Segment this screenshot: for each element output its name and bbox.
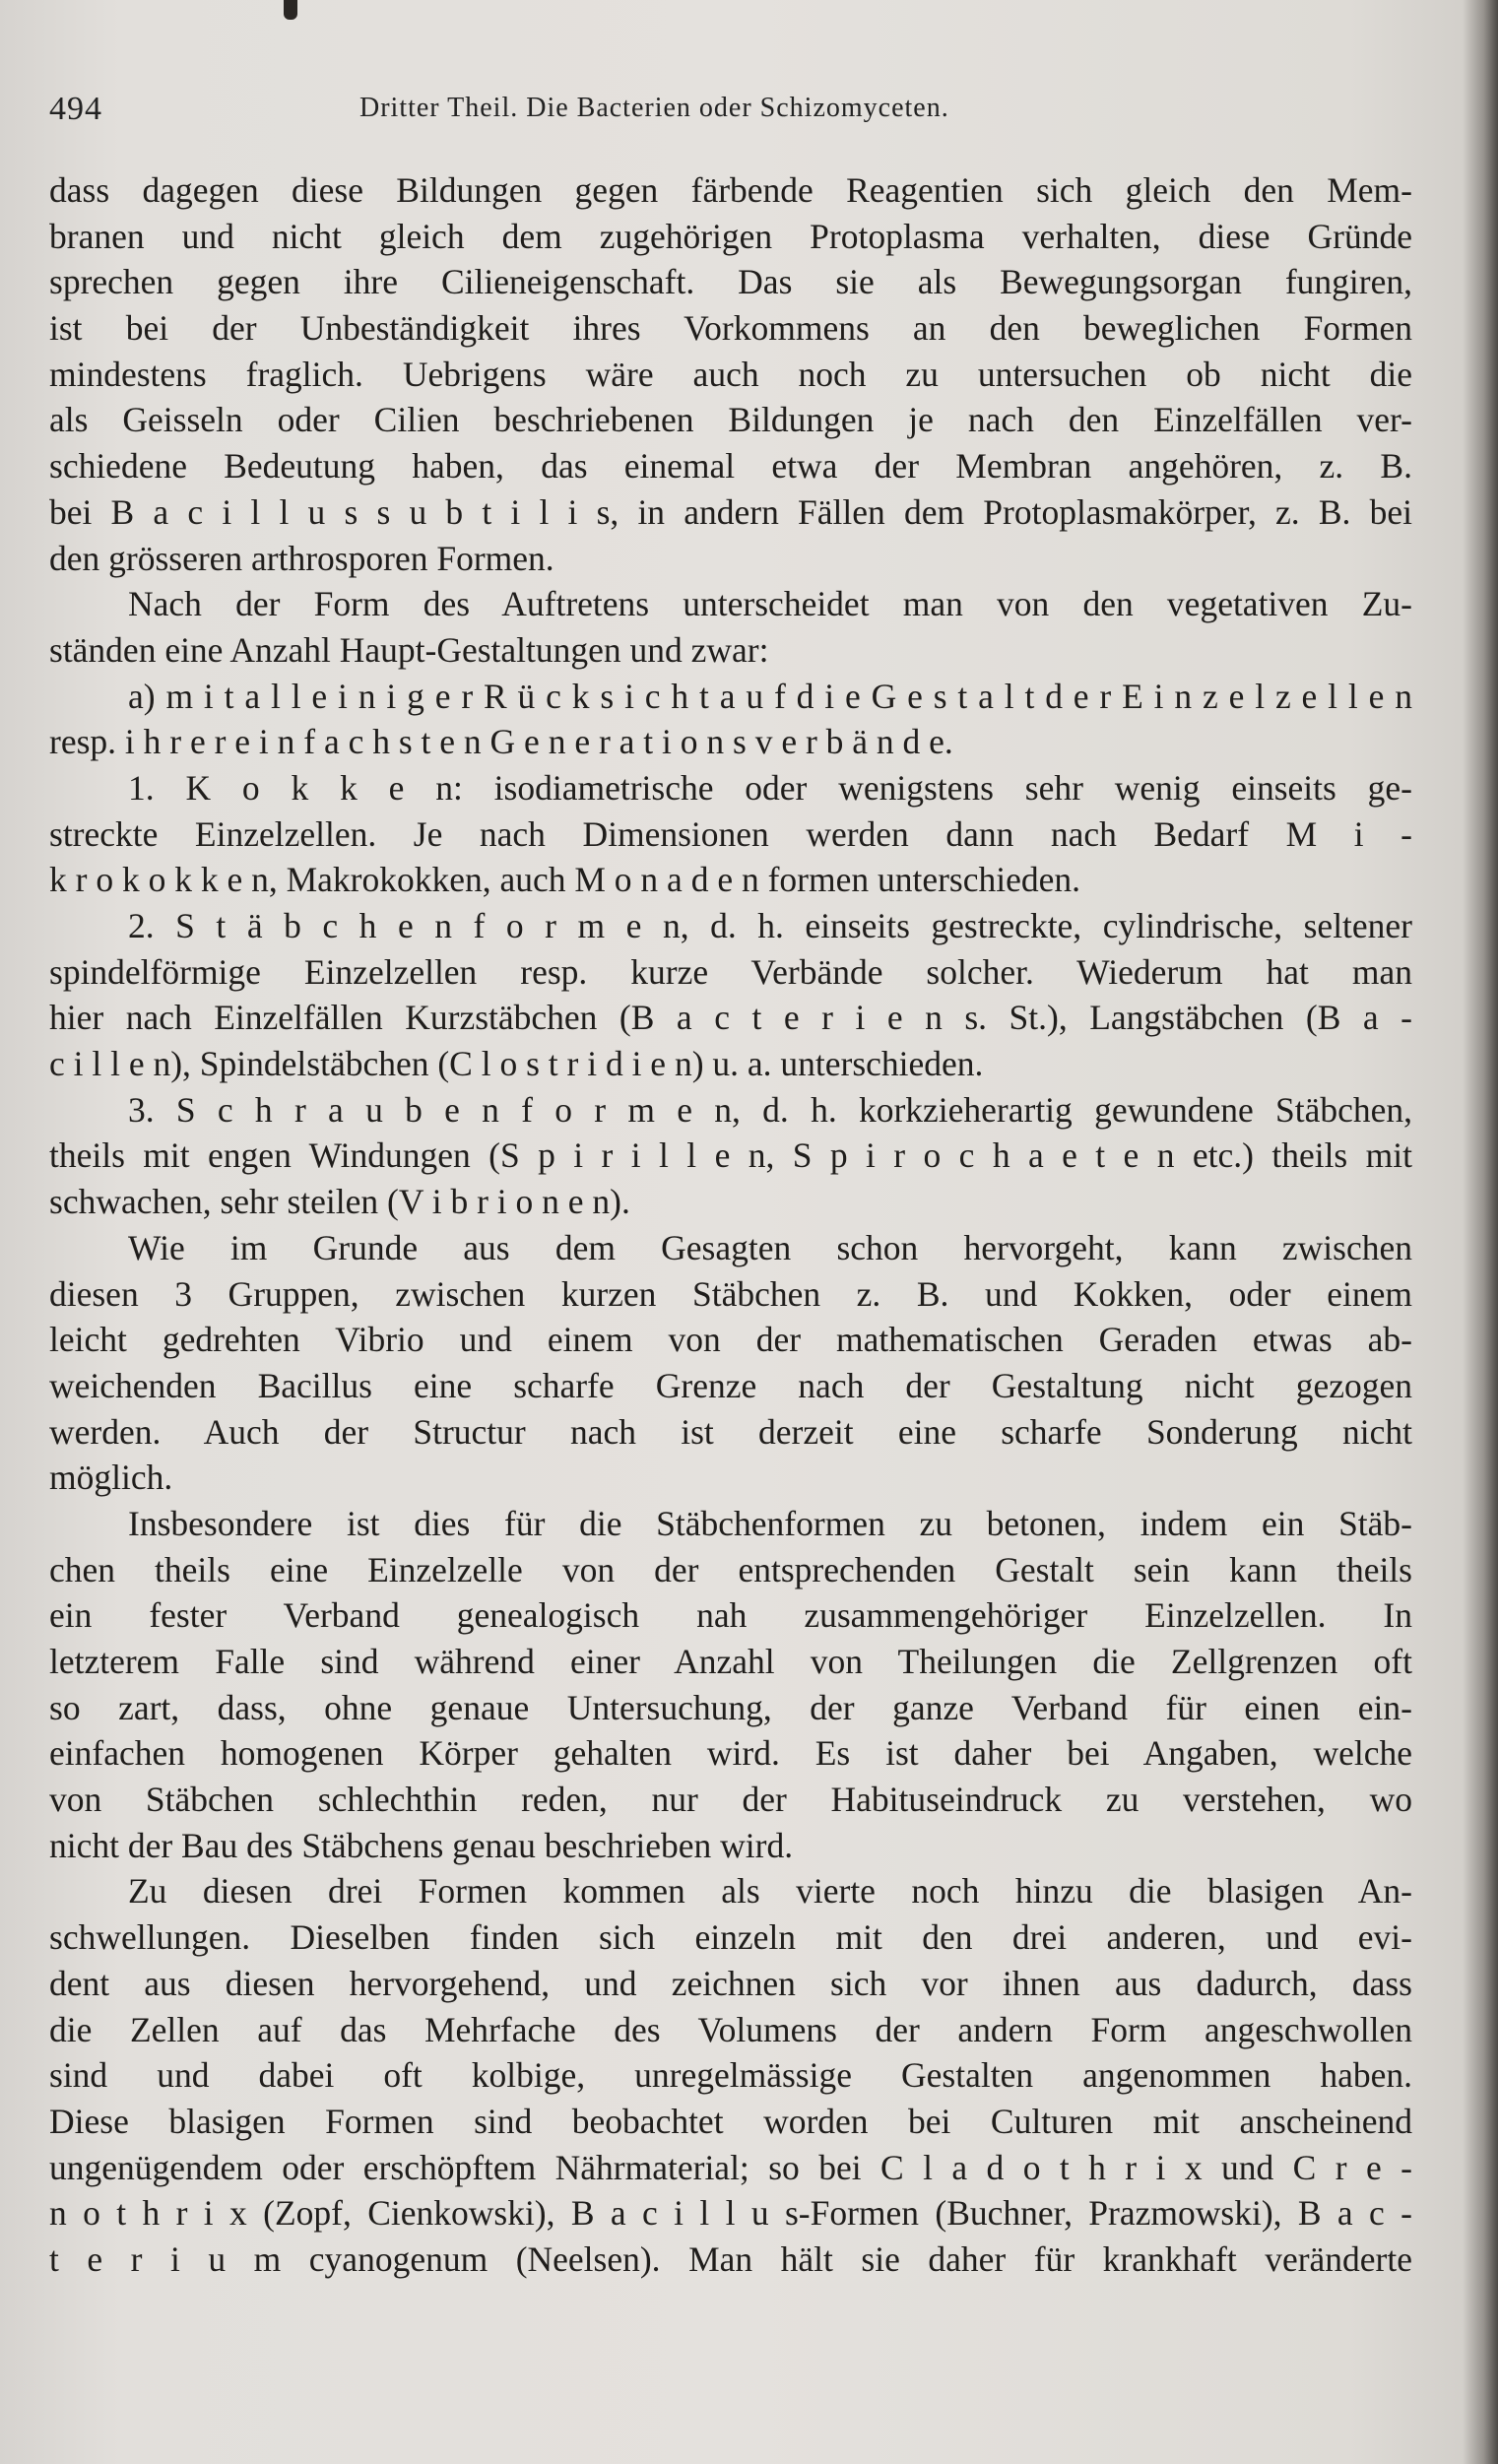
text-line: resp. i h r e r e i n f a c h s t e n G e n e r a t i o n s v e r b ä n d e. — [49, 722, 953, 762]
text-line: k r o k o k k e n, Makrokokken, auch M o n a d e n formen unterschieden. — [49, 860, 1080, 900]
text-line: diesen 3 Gruppen, zwischen kurzen Stäbchen z. B. und Kokken, oder einem — [49, 1273, 1412, 1314]
text-line: so zart, dass, ohne genaue Untersuchung, der ganze Verband für einen ein- — [49, 1687, 1412, 1727]
text-line: n o t h r i x (Zopf, Cienkowski), B a c i l l u s-Formen (Buchner, Prazmowski), B a c - — [49, 2193, 1412, 2234]
running-head: Dritter Theil. Die Bacterien oder Schizomyceten. — [359, 93, 949, 123]
text-line: 3. S c h r a u b e n f o r m e n, d. h. korkzieherartig gewundene Stäbchen, — [128, 1089, 1412, 1130]
text-line: weichenden Bacillus eine scharfe Grenze nach der Gestaltung nicht gezogen — [49, 1365, 1412, 1405]
text-line: einfachen homogenen Körper gehalten wird. Es ist daher bei Angaben, welche — [49, 1733, 1412, 1774]
text-line: t e r i u m cyanogenum (Neelsen). Man hält sie daher für krankhaft veränderte — [49, 2238, 1412, 2279]
text-line: 1. K o k k e n: isodiametrische oder wenigstens sehr wenig einseits ge- — [128, 767, 1412, 808]
text-line: spindelförmige Einzelzellen resp. kurze Verbände solcher. Wiederum hat man — [49, 951, 1412, 992]
text-line: Insbesondere ist dies für die Stäbchenformen zu betonen, indem ein Stäb- — [128, 1503, 1412, 1543]
text-line: ungenügendem oder erschöpftem Nährmaterial; so bei C l a d o t h r i x und C r e - — [49, 2147, 1412, 2187]
text-line: dass dagegen diese Bildungen gegen färbende Reagentien sich gleich den Mem- — [49, 170, 1412, 210]
text-line: Wie im Grunde aus dem Gesagten schon hervorgeht, kann zwischen — [128, 1227, 1412, 1267]
body-text — [49, 167, 1412, 2283]
text-line: hier nach Einzelfällen Kurzstäbchen (B a c t e r i e n s. St.), Langstäbchen (B a - — [49, 998, 1412, 1038]
text-line: schwachen, sehr steilen (V i b r i o n e n). — [49, 1182, 630, 1222]
text-line: ist bei der Unbeständigkeit ihres Vorkommens an den beweglichen Formen — [49, 308, 1412, 349]
page-number: 494 — [49, 91, 102, 127]
text-line: streckte Einzelzellen. Je nach Dimensionen werden dann nach Bedarf M i - — [49, 813, 1412, 854]
text-line: nicht der Bau des Stäbchens genau beschrieben wird. — [49, 1825, 794, 1865]
text-line: die Zellen auf das Mehrfache des Volumens der andern Form angeschwollen — [49, 2009, 1412, 2049]
text-line: mindestens fraglich. Uebrigens wäre auch noch zu untersuchen ob nicht die — [49, 354, 1412, 394]
page-gutter-shadow — [1463, 0, 1498, 2464]
text-line: dent aus diesen hervorgehend, und zeichnen sich vor ihnen aus dadurch, dass — [49, 1963, 1412, 2003]
text-line: chen theils eine Einzelzelle von der entsprechenden Gestalt sein kann theils — [49, 1549, 1412, 1589]
text-line: leicht gedrehten Vibrio und einem von der mathematischen Geraden etwas ab- — [49, 1320, 1412, 1360]
text-line: sind und dabei oft kolbige, unregelmässige Gestalten angenommen haben. — [49, 2055, 1412, 2096]
text-line: bei B a c i l l u s s u b t i l i s, in andern Fällen dem Protoplasmakörper, z. B. bei — [49, 491, 1412, 532]
text-line: a) m i t a l l e i n i g e r R ü c k s i c h t a u f d i e G e s t a l t d e r E i n z e l z e l l e n — [128, 676, 1412, 716]
text-line: werden. Auch der Structur nach ist derzeit eine scharfe Sonderung nicht — [49, 1411, 1412, 1452]
text-line: 2. S t ä b c h e n f o r m e n, d. h. einseits gestreckte, cylindrische, seltener — [128, 906, 1412, 945]
text-line: von Stäbchen schlechthin reden, nur der Habituseindruck zu verstehen, wo — [49, 1780, 1412, 1820]
text-line: c i l l e n), Spindelstäbchen (C l o s t r i d i e n) u. a. unterschieden. — [49, 1044, 984, 1084]
text-line: ständen eine Anzahl Haupt-Gestaltungen und zwar: — [49, 629, 769, 670]
text-line: schwellungen. Dieselben finden sich einzeln mit den drei anderen, und evi- — [49, 1917, 1412, 1958]
text-line: branen und nicht gleich dem zugehörigen Protoplasma verhalten, diese Gründe — [49, 216, 1412, 256]
text-line: Diese blasigen Formen sind beobachtet worden bei Culturen mit anscheinend — [49, 2101, 1412, 2141]
text-line: als Geisseln oder Cilien beschriebenen Bildungen je nach den Einzelfällen ver- — [49, 400, 1412, 440]
text-line: letzterem Falle sind während einer Anzahl von Theilungen die Zellgrenzen oft — [49, 1642, 1412, 1681]
ink-mark — [284, 0, 297, 20]
text-line: sprechen gegen ihre Cilieneigenschaft. Das sie als Bewegungsorgan fungiren, — [49, 262, 1412, 302]
text-line: Nach der Form des Auftretens unterscheidet man von den vegetativen Zu- — [128, 584, 1412, 624]
page-header — [49, 91, 1408, 134]
text-line: möglich. — [49, 1458, 173, 1498]
text-line: Zu diesen drei Formen kommen als vierte noch hinzu die blasigen An- — [128, 1871, 1412, 1912]
text-line: theils mit engen Windungen (S p i r i l l e n, S p i r o c h a e t e n etc.) theils mit — [49, 1135, 1412, 1176]
text-line: den grösseren arthrosporen Formen. — [49, 538, 554, 578]
text-line: schiedene Bedeutung haben, das einemal etwa der Membran angehören, z. B. — [49, 446, 1412, 486]
text-line: ein fester Verband genealogisch nah zusammengehöriger Einzelzellen. In — [49, 1595, 1412, 1636]
